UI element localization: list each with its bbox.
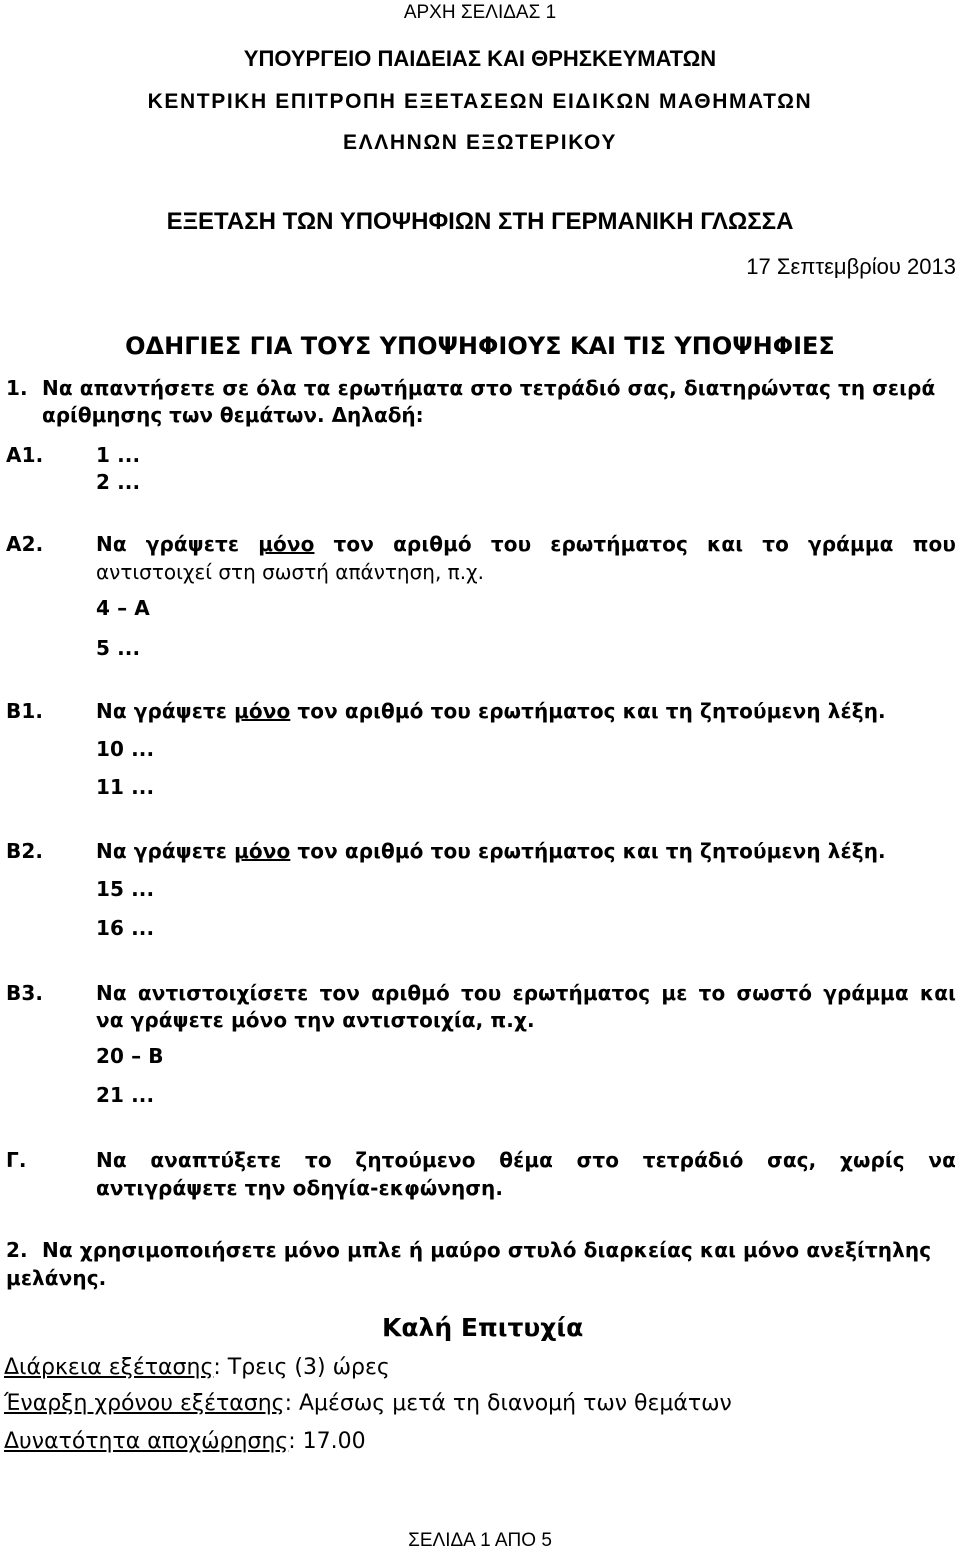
b3-example-1: 20 – Β (96, 1044, 164, 1068)
a2-line-2: αντιστοιχεί στη σωστή απάντηση, π.χ. (96, 560, 484, 584)
committee-line-1: ΚΕΝΤΡΙΚΗ ΕΠΙΤΡΟΠΗ ΕΞΕΤΑΣΕΩΝ ΕΙΔΙΚΩΝ ΜΑΘΗΜΑΤΩΝ (147, 90, 813, 113)
g-text-word: να (928, 1148, 956, 1172)
page-top-marker: ΑΡΧΗ ΣΕΛΙΔΑΣ 1 (403, 2, 557, 23)
a2-line-1 (96, 532, 956, 556)
b2-text-post: τον αριθμό του ερωτήματος και τη ζητούμενη λέξη. (290, 839, 886, 863)
b2-example-2: 16 ... (96, 916, 155, 940)
item-1-line-2-text: αρίθμησης των θεμάτων. (42, 403, 332, 427)
g-text-word: θέμα (499, 1148, 553, 1172)
item-1-number: 1. (6, 376, 28, 400)
g-text-word: το (305, 1148, 332, 1172)
a2-text-word: του (490, 532, 532, 556)
start-value: : Αμέσως μετά τη διανομή των θεμάτων (284, 1391, 732, 1416)
b3-text-word: το (698, 981, 726, 1005)
b2-emphasis: μόνο (234, 839, 291, 863)
a2-text-word: το (762, 532, 789, 556)
b3-text-word: και (919, 981, 956, 1005)
g-label: Γ. (6, 1148, 27, 1172)
b3-line-2: να γράψετε μόνο την αντιστοιχία, π.χ. (96, 1008, 535, 1032)
g-text-word: χωρίς (839, 1148, 905, 1172)
a2-text-word: Να (96, 532, 127, 556)
a2-text-word: γράμμα (808, 532, 894, 556)
a2-label: Α2. (6, 532, 44, 556)
a2-text-word: και (707, 532, 744, 556)
g-line-1 (96, 1148, 956, 1172)
a2-text-word: ερωτήματος (550, 532, 688, 556)
b2-text (96, 839, 886, 863)
b3-text-word: Να (96, 981, 127, 1005)
item-2-number: 2. (6, 1238, 28, 1262)
g-text-word: σας, (767, 1148, 817, 1172)
b3-text-word: γράμμα (823, 981, 909, 1005)
b3-line-1 (96, 981, 956, 1005)
b3-text-word: του (461, 981, 502, 1005)
b1-label: Β1. (6, 699, 44, 723)
b2-text-pre: Να γράψετε (96, 839, 235, 863)
b2-example-1: 15 ... (96, 877, 155, 901)
exam-title: ΕΞΕΤΑΣΗ ΤΩΝ ΥΠΟΨΗΦΙΩΝ ΣΤΗ ΓΕΡΜΑΝΙΚΗ ΓΛΩΣΣΑ (166, 208, 794, 235)
leave-line (4, 1429, 366, 1454)
good-luck-text: Καλή Επιτυχία (382, 1313, 584, 1342)
duration-line (4, 1355, 390, 1380)
g-text-word: τετράδιό (642, 1148, 744, 1172)
a2-text-word: τον (333, 532, 374, 556)
a1-label: Α1. (6, 443, 44, 467)
b1-text (96, 699, 886, 723)
b3-text-word: με (661, 981, 688, 1005)
b3-text-word: αντιστοιχίσετε (137, 981, 309, 1005)
a1-example-1: 1 ... (96, 443, 141, 467)
b3-label: Β3. (6, 981, 44, 1005)
duration-value: : Τρεις (3) ώρες (213, 1355, 390, 1380)
b3-text-word: αριθμό (371, 981, 450, 1005)
b1-emphasis: μόνο (234, 699, 291, 723)
committee-line-2: ΕΛΛΗΝΩΝ ΕΞΩΤΕΡΙΚΟΥ (343, 131, 617, 154)
duration-label: Διάρκεια εξέτασης (4, 1355, 214, 1380)
instructions-title: ΟΔΗΓΙΕΣ ΓΙΑ ΤΟΥΣ ΥΠΟΨΗΦΙΟΥΣ ΚΑΙ ΤΙΣ ΥΠΟΨΗΦΙΕΣ (125, 332, 835, 360)
leave-label: Δυνατότητα αποχώρησης (4, 1429, 289, 1454)
g-text-word: αναπτύξετε (150, 1148, 282, 1172)
item-2-line-2: μελάνης. (6, 1266, 107, 1290)
b1-example-1: 10 ... (96, 737, 155, 761)
g-text-word: στο (576, 1148, 620, 1172)
b3-example-2: 21 ... (96, 1083, 155, 1107)
g-line-2: αντιγράψετε την οδηγία-εκφώνηση. (96, 1176, 504, 1200)
item-1-namely: Δηλαδή: (331, 403, 424, 427)
a2-emphasis: μόνο (258, 532, 315, 556)
a2-text-word: αριθμό (393, 532, 472, 556)
b1-example-2: 11 ... (96, 775, 155, 799)
a2-example-1: 4 – Α (96, 596, 150, 620)
page-number: ΣΕΛΙΔΑ 1 ΑΠΟ 5 (408, 1530, 552, 1551)
b3-text-word: σωστό (736, 981, 813, 1005)
b3-text-word: τον (319, 981, 360, 1005)
b1-text-post: τον αριθμό του ερωτήματος και τη ζητούμενη λέξη. (290, 699, 886, 723)
a2-example-2: 5 ... (96, 636, 141, 660)
item-2-line-1: Να χρησιμοποιήσετε μόνο μπλε ή μαύρο στυλό διαρκείας και μόνο ανεξίτηλης (42, 1238, 932, 1262)
start-label: Έναρξη χρόνου εξέτασης (4, 1391, 285, 1416)
item-1-line-1: Να απαντήσετε σε όλα τα ερωτήματα στο τετράδιό σας, διατηρώντας τη σειρά (42, 376, 936, 400)
a2-text-word: που (912, 532, 956, 556)
b3-text-word: ερωτήματος (512, 981, 651, 1005)
item-1-line-2 (42, 403, 424, 427)
start-line (4, 1391, 732, 1416)
b2-label: Β2. (6, 839, 44, 863)
ministry-name: ΥΠΟΥΡΓΕΙΟ ΠΑΙΔΕΙΑΣ ΚΑΙ ΘΡΗΣΚΕΥΜΑΤΩΝ (243, 46, 717, 71)
exam-date: 17 Σεπτεμβρίου 2013 (746, 254, 956, 279)
leave-value: : 17.00 (288, 1429, 366, 1454)
g-text-word: ζητούμενο (355, 1148, 476, 1172)
b1-text-pre: Να γράψετε (96, 699, 235, 723)
a2-text-word: γράψετε (145, 532, 240, 556)
a1-example-2: 2 ... (96, 470, 141, 494)
g-text-word: Να (96, 1148, 127, 1172)
